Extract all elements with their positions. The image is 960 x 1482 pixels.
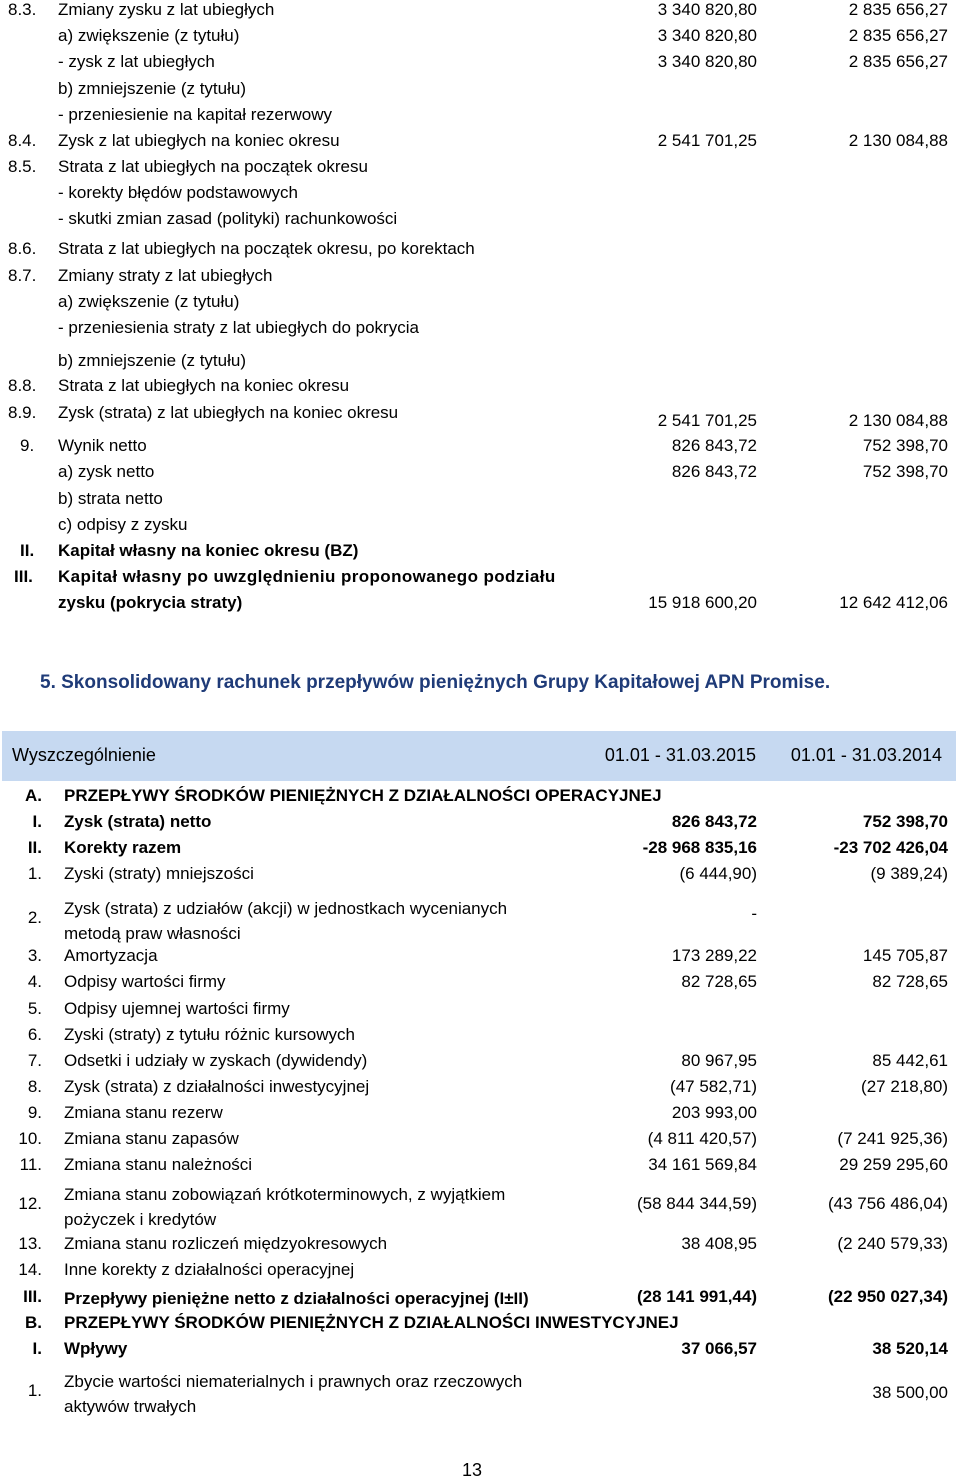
row-number: I. (32, 812, 42, 831)
row-label: Zmiana stanu rezerw (64, 1103, 223, 1122)
row-label: a) zwiększenie (z tytułu) (58, 292, 240, 311)
table-row (0, 812, 960, 836)
row-label: zysku (pokrycia straty) (58, 593, 243, 612)
row-label: Zmiana stanu należności (64, 1155, 253, 1174)
row-number: A. (25, 786, 42, 805)
equity-row (0, 376, 960, 400)
equity-row (0, 541, 960, 565)
value-previous: (9 389,24) (870, 864, 948, 883)
value-previous: 2 835 656,27 (848, 26, 948, 45)
value-current: 82 728,65 (681, 972, 757, 991)
equity-row (0, 52, 960, 76)
equity-row (0, 462, 960, 486)
row-label: Kapitał własny po uwzględnieniu proponowanego podziału (58, 567, 556, 586)
row-label: Zysk (strata) z udziałów (akcji) w jednostkach wycenianych metodą praw własności (64, 899, 508, 943)
equity-row (0, 351, 960, 375)
row-number: 8.9. (8, 403, 37, 422)
value-previous: (27 218,80) (861, 1077, 948, 1096)
row-number: 8.4. (8, 131, 37, 150)
row-number: 8.6. (8, 239, 37, 258)
table-row (0, 864, 960, 888)
value-current: (4 811 420,57) (647, 1129, 757, 1148)
table-row (0, 1051, 960, 1075)
row-label: Korekty razem (64, 838, 182, 857)
table-row (0, 1313, 960, 1337)
value-previous: 38 500,00 (872, 1383, 948, 1402)
value-current: 203 993,00 (671, 1103, 757, 1122)
value-previous: -23 702 426,04 (833, 838, 948, 857)
value-current: (6 444,90) (679, 864, 757, 883)
row-number: 12. (18, 1194, 42, 1213)
equity-row (0, 79, 960, 103)
value-previous: 85 442,61 (872, 1051, 948, 1070)
row-number: 8.5. (8, 157, 37, 176)
row-number: 10. (18, 1129, 42, 1148)
equity-row (0, 26, 960, 50)
row-label: b) zmniejszenie (z tytułu) (58, 351, 247, 370)
header-period-2014: 01.01 - 31.03.2014 (790, 745, 942, 765)
value-previous: (2 240 579,33) (837, 1234, 948, 1253)
value-previous: 2 130 084,88 (848, 131, 948, 150)
value-previous: 29 259 295,60 (839, 1155, 948, 1174)
row-label: - skutki zmian zasad (polityki) rachunkowości (58, 209, 398, 228)
header-description: Wyszczególnienie (12, 745, 156, 765)
page-number: 13 (462, 1460, 483, 1480)
row-number: 8. (27, 1077, 42, 1096)
value-previous: 2 835 656,27 (848, 52, 948, 71)
table-row (0, 946, 960, 970)
table-row (0, 1369, 960, 1419)
value-current: - (751, 904, 757, 923)
equity-row (0, 403, 960, 430)
value-current: 3 340 820,80 (657, 0, 757, 19)
equity-row (0, 489, 960, 513)
row-label: Odpisy ujemnej wartości firmy (64, 999, 290, 1018)
equity-row (0, 131, 960, 155)
row-label: Wpływy (64, 1339, 128, 1358)
row-number: 8.8. (8, 376, 37, 395)
row-number: 9. (20, 436, 35, 455)
section-title: 5. Skonsolidowany rachunek przepływów pieniężnych Grupy Kapitałowej APN Promise. (40, 672, 831, 693)
row-label: a) zwiększenie (z tytułu) (58, 26, 240, 45)
row-label: Kapitał własny na koniec okresu (BZ) (58, 541, 359, 560)
row-label: a) zysk netto (58, 462, 155, 481)
equity-row (0, 567, 960, 591)
equity-row (0, 515, 960, 539)
row-label: Zysk (strata) z działalności inwestycyjnej (64, 1077, 370, 1096)
table-row (0, 1339, 960, 1363)
row-label: - przeniesienie na kapitał rezerwowy (58, 105, 333, 124)
row-label: - korekty błędów podstawowych (58, 183, 299, 202)
row-number: B. (25, 1313, 42, 1332)
value-current: 2 541 701,25 (657, 411, 757, 430)
value-current: 38 408,95 (681, 1234, 757, 1253)
row-label: Zysk (strata) netto (64, 812, 212, 831)
row-number: 5. (27, 999, 42, 1018)
equity-row (0, 593, 960, 617)
row-number: 14. (18, 1260, 42, 1279)
equity-row (0, 0, 960, 24)
value-previous: 82 728,65 (872, 972, 948, 991)
row-label: b) zmniejszenie (z tytułu) (58, 79, 247, 98)
table-row (0, 1077, 960, 1101)
row-label: Strata z lat ubiegłych na początek okresu, po korektach (58, 239, 475, 258)
row-number: I. (32, 1339, 42, 1358)
table-row (0, 786, 960, 810)
value-current: 2 541 701,25 (657, 131, 757, 150)
table-row (0, 1025, 960, 1049)
header-period-2015: 01.01 - 31.03.2015 (604, 745, 756, 765)
table-row (0, 972, 960, 996)
equity-row (0, 105, 960, 129)
value-current: (58 844 344,59) (636, 1194, 757, 1213)
row-number: 7. (27, 1051, 42, 1070)
table-row (0, 1103, 960, 1127)
equity-row (0, 183, 960, 207)
table-row (0, 1260, 960, 1284)
row-label: Przepływy pieniężne netto z działalności operacyjnej (I±II) (64, 1289, 529, 1308)
equity-row (0, 157, 960, 181)
row-label: Amortyzacja (64, 946, 158, 965)
value-previous: 2 835 656,27 (848, 0, 948, 19)
row-label: Zmiana stanu zapasów (64, 1129, 239, 1148)
row-label: Zmiany zysku z lat ubiegłych (58, 0, 275, 19)
value-previous: 12 642 412,06 (839, 593, 948, 612)
equity-row (0, 266, 960, 290)
equity-row (0, 436, 960, 460)
row-number: 8.7. (8, 266, 37, 285)
equity-row (0, 318, 960, 342)
row-number: 1. (27, 864, 42, 883)
table-row (0, 1182, 960, 1232)
table-row (0, 1155, 960, 1179)
value-current: -28 968 835,16 (642, 838, 757, 857)
row-number: II. (27, 838, 42, 857)
table-row (0, 1287, 960, 1311)
row-number: 3. (27, 946, 42, 965)
value-previous: 145 705,87 (862, 946, 948, 965)
value-previous: (7 241 925,36) (837, 1129, 948, 1148)
row-number: 11. (19, 1155, 42, 1174)
value-previous: 38 520,14 (872, 1339, 948, 1358)
table-row (0, 999, 960, 1023)
equity-row (0, 292, 960, 316)
table-header (2, 731, 956, 781)
row-label: Zyski (straty) z tytułu różnic kursowych (64, 1025, 355, 1044)
row-label: - zysk z lat ubiegłych (58, 52, 215, 71)
row-number: 6. (27, 1025, 42, 1044)
row-label: - przeniesienia straty z lat ubiegłych do pokrycia (58, 318, 419, 337)
row-label: Zysk (strata) z lat ubiegłych na koniec okresu (58, 403, 399, 422)
row-label: Strata z lat ubiegłych na początek okresu (58, 157, 368, 176)
table-row (0, 896, 960, 946)
equity-row (0, 239, 960, 263)
value-current: 3 340 820,80 (657, 52, 757, 71)
row-number: 2. (27, 908, 42, 927)
row-label: Zysk z lat ubiegłych na koniec okresu (58, 131, 340, 150)
value-current: 826 843,72 (671, 462, 757, 481)
value-previous: (22 950 027,34) (827, 1287, 948, 1306)
row-label: Inne korekty z działalności operacyjnej (64, 1260, 355, 1279)
row-number: III. (14, 567, 33, 586)
row-label: Zmiana stanu rozliczeń międzyokresowych (64, 1234, 388, 1253)
row-label: Wynik netto (58, 436, 147, 455)
row-number: III. (23, 1287, 42, 1306)
value-current: 15 918 600,20 (648, 593, 757, 612)
value-current: 3 340 820,80 (657, 26, 757, 45)
value-current: (47 582,71) (670, 1077, 757, 1096)
row-number: 1. (27, 1381, 42, 1400)
value-previous: 752 398,70 (862, 812, 948, 831)
row-number: 13. (18, 1234, 42, 1253)
value-current: (28 141 991,44) (636, 1287, 757, 1306)
row-label: c) odpisy z zysku (58, 515, 188, 534)
value-current: 826 843,72 (671, 436, 757, 455)
row-number: 8.3. (8, 0, 37, 19)
row-label: PRZEPŁYWY ŚRODKÓW PIENIĘŻNYCH Z DZIAŁALNOŚCI OPERACYJNEJ (64, 786, 662, 805)
table-row (0, 1129, 960, 1153)
row-label: Odsetki i udziały w zyskach (dywidendy) (64, 1051, 368, 1070)
row-number: 4. (27, 972, 42, 991)
row-label: Zyski (straty) mniejszości (64, 864, 254, 883)
row-label: Zmiana stanu zobowiązań krótkoterminowych, z wyjątkiem pożyczek i kredytów (64, 1185, 506, 1229)
table-row (0, 1234, 960, 1258)
value-previous: 752 398,70 (862, 436, 948, 455)
value-previous: 2 130 084,88 (848, 411, 948, 430)
value-current: 34 161 569,84 (648, 1155, 757, 1174)
row-number: II. (20, 541, 35, 560)
row-label: Zbycie wartości niematerialnych i prawnych oraz rzeczowych aktywów trwałych (64, 1372, 523, 1416)
row-label: Zmiany straty z lat ubiegłych (58, 266, 273, 285)
row-label: PRZEPŁYWY ŚRODKÓW PIENIĘŻNYCH Z DZIAŁALNOŚCI INWESTYCYJNEJ (64, 1313, 679, 1332)
row-label: Odpisy wartości firmy (64, 972, 226, 991)
value-previous: (43 756 486,04) (827, 1194, 948, 1213)
row-label: b) strata netto (58, 489, 163, 508)
equity-row (0, 209, 960, 233)
value-current: 37 066,57 (681, 1339, 757, 1358)
value-current: 173 289,22 (671, 946, 757, 965)
row-label: Strata z lat ubiegłych na koniec okresu (58, 376, 350, 395)
table-row (0, 838, 960, 862)
value-current: 826 843,72 (671, 812, 757, 831)
value-previous: 752 398,70 (862, 462, 948, 481)
row-number: 9. (27, 1103, 42, 1122)
value-current: 80 967,95 (681, 1051, 757, 1070)
